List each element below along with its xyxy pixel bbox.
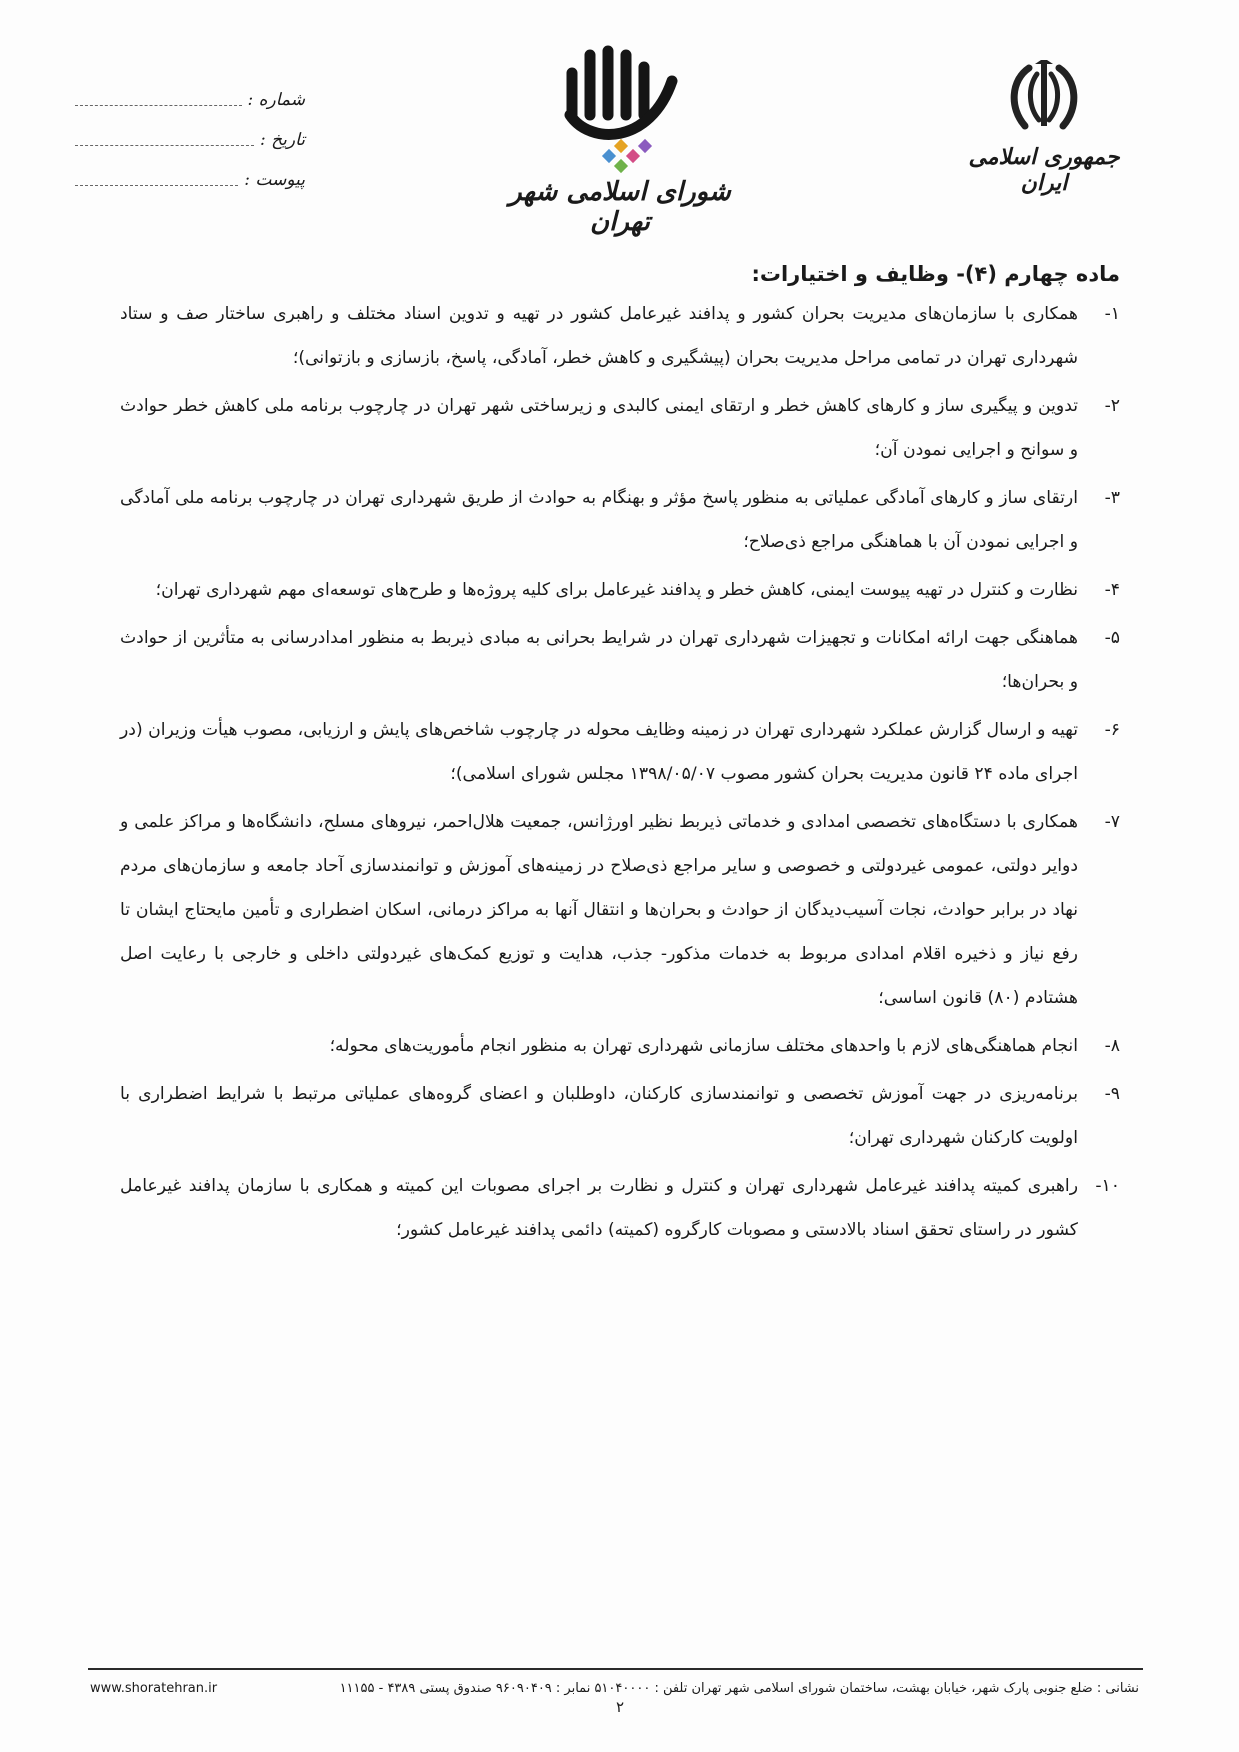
clause-number: ۶- bbox=[1104, 720, 1120, 740]
clause-text: همکاری با دستگاه‌های تخصصی امدادی و خدماتی ذیربط نظیر اورژانس، جمعیت هلال‌احمر، نیروهای مسلح، دانشگاه‌ها و مراکز علمی و دوایر دولتی، عمومی غیردولتی و خصوصی و سایر مراجع ذی‌صلاح در زمینه‌های آموزش و توانمندسازی آحاد جامعه و سازمان‌های مردم نهاد در برابر حوادث، نجات آسیب‌دیدگان از حوادث و بحران‌ها و انتقال آنها به مراکز درمانی، اسکان اضطراری و تأمین مایحتاج ایشان تا رفع نیاز و ذخیره اقلام امدادی مربوط به خدمات مذکور- جذب، هدایت و توزیع کمک‌های غیردولتی داخلی و خارجی با رعایت اصل هشتادم (۸۰) قانون اساسی؛ bbox=[120, 812, 1078, 1008]
clause-number: ۴- bbox=[1104, 580, 1120, 600]
clause-item bbox=[120, 568, 1120, 612]
clause-number: ۸- bbox=[1104, 1036, 1120, 1056]
clause-number: ۳- bbox=[1104, 488, 1120, 508]
attachment-line bbox=[75, 185, 238, 186]
clause-text: تدوین و پیگیری ساز و کارهای کاهش خطر و ارتقای ایمنی کالبدی و زیرساختی شهر تهران در چارچوب برنامه ملی کاهش خطر حوادث و سوانح و اجرایی نمودن آن؛ bbox=[120, 396, 1078, 460]
footer-website[interactable]: www.shoratehran.ir bbox=[90, 1681, 218, 1696]
page-number: ۲ bbox=[615, 1698, 625, 1716]
clause-text: برنامه‌ریزی در جهت آموزش تخصصی و توانمندسازی کارکنان، داوطلبان و اعضای گروه‌های عملیاتی مرتبط با شرایط اضطراری با اولویت کارکنان شهرداری تهران؛ bbox=[120, 1084, 1078, 1148]
number-label: شماره : bbox=[247, 90, 305, 110]
clause-text: تهیه و ارسال گزارش عملکرد شهرداری تهران در زمینه وظایف محوله در چارچوب شاخص‌های پایش و ارزیابی، مصوب هیأت وزیران (در اجرای ماده ۲۴ قانون مدیریت بحران کشور مصوب ۱۳۹۸/۰۵/۰۷ مجلس شورای اسلامی)؛ bbox=[120, 720, 1078, 784]
footer-divider bbox=[88, 1668, 1143, 1670]
clause-item bbox=[120, 1072, 1120, 1160]
clause-item bbox=[120, 292, 1120, 380]
clause-text: نظارت و کنترل در تهیه پیوست ایمنی، کاهش خطر و پدافند غیرعامل برای کلیه پروژه‌ها و طرح‌های توسعه‌ای مهم شهرداری تهران؛ bbox=[155, 580, 1078, 600]
clause-text: هماهنگی جهت ارائه امکانات و تجهیزات شهرداری تهران در شرایط بحرانی به مبادی ذیربط به منظور امدادرسانی به متأثرین از حوادث و بحران‌ها؛ bbox=[120, 628, 1078, 692]
clause-list bbox=[120, 292, 1120, 1252]
article-content bbox=[120, 262, 1120, 1256]
date-label: تاریخ : bbox=[260, 130, 305, 150]
article-title: ماده چهارم (۴)- وظایف و اختیارات: bbox=[751, 262, 1120, 286]
council-logo-icon bbox=[560, 45, 680, 175]
clause-number: ۷- bbox=[1104, 812, 1120, 832]
clause-item bbox=[120, 616, 1120, 704]
number-line bbox=[75, 105, 242, 106]
clause-text: همکاری با سازمان‌های مدیریت بحران کشور و پدافند غیرعامل کشور در تهیه و تدوین اسناد مختلف و راهبری ساختار صف و ستاد شهرداری تهران در تمامی مراحل مدیریت بحران (پیشگیری و کاهش خطر، آمادگی، پاسخ، بازسازی و بازتوانی)؛ bbox=[120, 304, 1078, 368]
clause-item bbox=[120, 1164, 1120, 1252]
council-caption: شورای اسلامی شهر تهران bbox=[509, 177, 731, 237]
clause-item bbox=[120, 476, 1120, 564]
clause-text: انجام هماهنگی‌های لازم با واحدهای مختلف سازمانی شهرداری تهران به منظور انجام مأموریت‌های محوله؛ bbox=[329, 1036, 1078, 1056]
clause-item bbox=[120, 384, 1120, 472]
clause-item bbox=[120, 1024, 1120, 1068]
clause-text: راهبری کمیته پدافند غیرعامل شهرداری تهران و کنترل و نظارت بر اجرای مصوبات این کمیته و همکاری با سازمان پدافند غیرعامل کشور در راستای تحقق اسناد بالادستی و مصوبات کارگروه (کمیته) دائمی پدافند غیرعامل کشور؛ bbox=[120, 1176, 1078, 1240]
clause-number: ۹- bbox=[1104, 1084, 1120, 1104]
attachment-label: پیوست : bbox=[244, 170, 305, 190]
council-logo-block bbox=[480, 45, 760, 237]
date-field bbox=[75, 120, 305, 160]
iran-emblem-block bbox=[959, 60, 1129, 196]
clause-number: ۵- bbox=[1104, 628, 1120, 648]
clause-text: ارتقای ساز و کارهای آمادگی عملیاتی به منظور پاسخ مؤثر و بهنگام به حوادث از طریق شهرداری تهران در چارچوب برنامه ملی آمادگی و اجرایی نمودن آن با هماهنگی مراجع ذی‌صلاح؛ bbox=[120, 488, 1078, 552]
reference-fields bbox=[75, 80, 305, 200]
attachment-field bbox=[75, 160, 305, 200]
clause-number: ۲- bbox=[1104, 396, 1120, 416]
iran-emblem-icon bbox=[999, 60, 1089, 140]
clause-number: ۱۰- bbox=[1095, 1176, 1120, 1196]
clause-number: ۱- bbox=[1104, 304, 1120, 324]
clause-item bbox=[120, 800, 1120, 1020]
clause-item bbox=[120, 708, 1120, 796]
emblem-caption: جمهوری اسلامی ایران bbox=[968, 144, 1120, 196]
number-field bbox=[75, 80, 305, 120]
footer-address: نشانی : ضلع جنوبی پارک شهر، خیابان بهشت، ساختمان شورای اسلامی شهر تهران تلفن : ۵۱۰۴۰۰۰۰ نمابر : ۹۶۰۹۰۴۰۹ صندوق پستی ۴۳۸۹ - ۱۱۱۵۵ bbox=[339, 1681, 1139, 1696]
date-line bbox=[75, 145, 254, 146]
